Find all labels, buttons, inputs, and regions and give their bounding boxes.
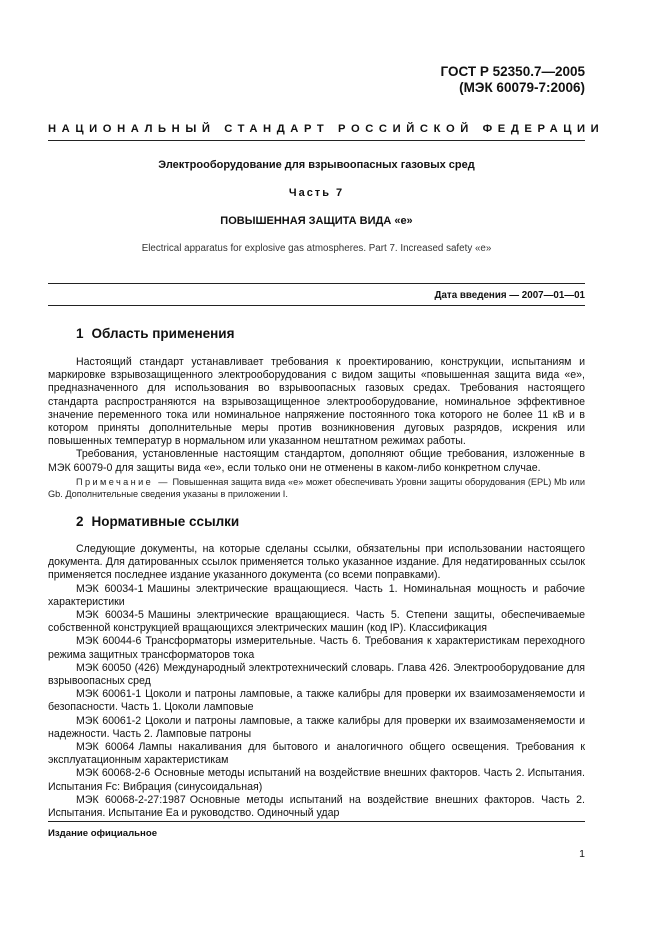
section-1-heading <box>76 326 234 341</box>
reference-code: МЭК 60050 (426) <box>76 661 160 674</box>
english-title: Electrical apparatus for explosive gas atmospheres. Part 7. Increased safety «е» <box>141 243 492 254</box>
reference-title: Цоколи и патроны ламповые, а также калибры для проверки их взаимозаменяемости и безопасности. Часть 1. Цоколи ламповые <box>48 688 585 714</box>
note-label: Примечание — <box>76 477 170 487</box>
reference-code: МЭК 60064 <box>76 741 135 754</box>
header-divider <box>48 140 585 141</box>
footer-divider <box>48 821 585 822</box>
standard-code-block <box>441 64 585 96</box>
edition-label: Издание официальное <box>48 828 158 839</box>
paragraph: Настоящий стандарт устанавливает требования к проектированию, конструкции, испытаниям и маркировке взрывозащищенного электрооборудования с видом защиты «повышенная защита вида «е», предназначенного для использования во взрывоопасных газовых средах. Требования настоящего стандарта распространяются на взрывозащищенное электрооборудование, номинальное эффективное значение переменного тока или номинальное напряжение постоянного тока которого не более 11 кВ и в котором приняты дополнительные меры против возникновения дуговых разрядов, искрения или повышенных температур в нормальном или указанном нештатном режимах работы. <box>48 356 585 448</box>
document-subtitle: ПОВЫШЕННАЯ ЗАЩИТА ВИДА «е» <box>220 215 413 227</box>
reference-title: Машины электрические вращающиеся. Часть 5. Степени защиты, обеспечиваемые собственной конструкцией вращающихся электрических машин (код IP). Классификация <box>48 609 586 635</box>
reference-code: МЭК 60068-2-6 <box>76 767 151 780</box>
reference-item <box>48 583 585 609</box>
part-label: Часть 7 <box>288 187 345 199</box>
reference-item <box>48 635 585 661</box>
reference-title: Машины электрические вращающиеся. Часть 1. Номинальная мощность и рабочие характеристики <box>48 582 585 608</box>
reference-title: Основные методы испытаний на воздействие внешних факторов. Часть 2. Испытания. Испытания Fc: Вибрация (синусоидальная) <box>48 767 585 793</box>
reference-item <box>48 609 585 635</box>
reference-title: Международный электротехнический словарь. Глава 426. Электрооборудование для взрывоопасных сред <box>48 661 586 688</box>
date-bottom-divider <box>48 305 585 306</box>
section-2-body <box>48 543 585 820</box>
reference-code: МЭК 60034-1 <box>76 582 144 595</box>
section-title: Нормативные ссылки <box>91 514 240 529</box>
reference-item <box>48 688 585 714</box>
document-title: Электрооборудование для взрывоопасных газовых сред <box>158 159 475 171</box>
reference-code: МЭК 60068-2-27:1987 <box>76 793 186 806</box>
section-2-heading <box>76 514 239 529</box>
iec-code: (МЭК 60079-7:2006) <box>459 80 585 95</box>
reference-item <box>48 794 585 820</box>
reference-code: МЭК 60034-5 <box>76 609 144 622</box>
reference-item <box>48 715 585 741</box>
section-number: 1 <box>76 326 84 341</box>
reference-item <box>48 767 585 793</box>
section-title: Область применения <box>91 326 235 341</box>
note-text: Повышенная защита вида «е» может обеспечивать Уровни защиты оборудования (EPL) Mb или Gb. Дополнительные сведения указаны в приложении I. <box>48 477 585 500</box>
reference-title: Трансформаторы измерительные. Часть 6. Требования к характеристикам переходного режима защитных трансформаторов тока <box>48 635 586 661</box>
reference-code: МЭК 60044-6 <box>76 635 142 648</box>
section-1-body <box>48 356 585 475</box>
reference-code: МЭК 60061-1 <box>76 688 142 701</box>
reference-title: Основные методы испытаний на воздействие внешних факторов. Часть 2. Испытания. Испытание Ea и руководство. Одиночный удар <box>48 793 585 820</box>
standard-code: ГОСТ Р 52350.7—2005 <box>440 64 585 79</box>
paragraph: Требования, установленные настоящим стандартом, дополняют общие требования, изложенные в МЭК 60079-0 для защиты вида «е», если только они не отменены в каком-либо конкретном случае. <box>48 448 585 474</box>
date-top-divider <box>48 283 585 284</box>
section-number: 2 <box>76 514 84 529</box>
introduction-date: Дата введения — 2007—01—01 <box>434 290 585 301</box>
page-number: 1 <box>579 848 585 860</box>
reference-title: Лампы накаливания для бытового и аналогичного общего освещения. Требования к эксплуатационным характеристикам <box>48 741 585 767</box>
reference-title: Цоколи и патроны ламповые, а также калибры для проверки их взаимозаменяемости и надежности. Часть 2. Ламповые патроны <box>48 714 585 740</box>
national-standard-title: НАЦИОНАЛЬНЫЙ СТАНДАРТ РОССИЙСКОЙ ФЕДЕРАЦИИ <box>48 123 605 135</box>
note <box>48 476 585 501</box>
reference-item <box>48 741 585 767</box>
paragraph: Следующие документы, на которые сделаны ссылки, обязательны при использовании настоящего документа. Для датированных ссылок применяется только указанное издание. Для недатированных ссылок применяется последнее издание указанного документа (со всеми поправками). <box>48 543 585 582</box>
reference-code: МЭК 60061-2 <box>76 714 142 727</box>
reference-item <box>48 662 585 688</box>
